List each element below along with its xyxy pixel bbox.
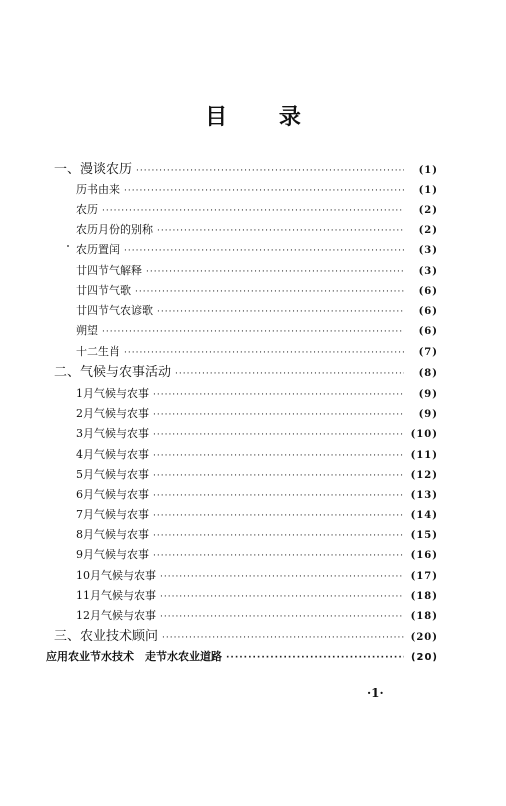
toc-entry-page: (14) <box>410 510 438 521</box>
toc-entry-page: (3) <box>418 245 438 256</box>
toc-entry-page: (1) <box>418 165 438 176</box>
dot-leader <box>175 366 404 382</box>
toc-entry <box>76 242 438 259</box>
dot-leader <box>153 488 404 504</box>
toc-entry-page: (18) <box>410 611 438 622</box>
toc-entry-label: 11月气候与农事 <box>76 589 156 602</box>
toc-entry-label: 10月气候与农事 <box>76 569 156 582</box>
toc-entry-page: (7) <box>418 347 438 358</box>
toc-entry-page: (11) <box>410 450 438 461</box>
dot-leader <box>102 203 404 219</box>
toc-entry <box>46 649 438 666</box>
toc-entry <box>76 406 438 423</box>
toc-entry <box>76 608 438 625</box>
dot-leader <box>160 589 404 605</box>
dot-leader <box>102 324 404 340</box>
toc-entry-page: (1) <box>418 185 438 196</box>
toc-entry-label: 廿四节气歌 <box>76 284 131 297</box>
toc-entry-label: 应用农业节水技术 走节水农业道路 <box>46 650 222 663</box>
toc-entry <box>54 629 438 646</box>
toc-entry-label: 廿四节气农谚歌 <box>76 304 153 317</box>
dot-leader <box>153 387 404 403</box>
toc-entry <box>76 568 438 585</box>
toc-entry-page: (9) <box>418 389 438 400</box>
dot-leader <box>153 448 404 464</box>
toc-entry-label: 二、气候与农事活动 <box>54 365 172 380</box>
dot-leader <box>124 243 404 259</box>
toc-entry-page: (6) <box>418 286 438 297</box>
dot-leader <box>160 569 404 585</box>
toc-entry <box>76 426 438 443</box>
toc-entry <box>76 487 438 504</box>
toc-entry-label: 朔望 <box>76 324 98 337</box>
toc-entry <box>76 222 438 239</box>
page-title: 目 录 <box>205 105 323 130</box>
toc-entry-label: 1月气候与农事 <box>76 387 149 400</box>
toc-entry <box>76 588 438 605</box>
toc-entry <box>76 263 438 280</box>
toc-entry-page: (2) <box>418 225 438 236</box>
toc-entry-label: 农历月份的别称 <box>76 223 153 236</box>
toc-entry <box>76 527 438 544</box>
dot-leader <box>153 548 404 564</box>
toc-entry-label: 十二生肖 <box>76 345 120 358</box>
toc-entry <box>76 303 438 320</box>
toc-entry <box>76 507 438 524</box>
toc-entry-page: (3) <box>418 266 438 277</box>
toc-entry-page: (9) <box>418 409 438 420</box>
toc-entry <box>76 323 438 340</box>
toc-entry-page: (18) <box>410 591 438 602</box>
toc-entry-label: 2月气候与农事 <box>76 407 149 420</box>
toc-entry <box>76 344 438 361</box>
toc-entry <box>54 162 438 179</box>
toc-entry-label: 三、农业技术顾问 <box>54 629 159 644</box>
dot-leader <box>153 528 404 544</box>
dot-leader <box>124 183 404 199</box>
toc-entry-page: (17) <box>410 571 438 582</box>
toc-entry-label: 历书由来 <box>76 183 120 196</box>
dot-leader <box>153 427 404 443</box>
scan-speck <box>67 245 69 247</box>
toc-entry-label: 5月气候与农事 <box>76 468 149 481</box>
dot-leader <box>157 304 404 320</box>
toc-entry-label: 3月气候与农事 <box>76 427 149 440</box>
toc-entry-page: (8) <box>418 368 438 379</box>
toc-entry-label: 9月气候与农事 <box>76 548 149 561</box>
toc-entry-label: 8月气候与农事 <box>76 528 149 541</box>
toc-entry <box>76 447 438 464</box>
toc-entry <box>76 182 438 199</box>
toc-entry <box>76 202 438 219</box>
toc-entry-page: (2) <box>418 205 438 216</box>
toc-entry-label: 一、漫谈农历 <box>54 162 133 177</box>
toc-entry-label: 农历 <box>76 203 98 216</box>
toc-entry <box>76 386 438 403</box>
dot-leader <box>136 163 404 179</box>
toc-entry-label: 6月气候与农事 <box>76 488 149 501</box>
toc-entry-label: 12月气候与农事 <box>76 609 156 622</box>
toc-entry-label: 农历置闰 <box>76 243 120 256</box>
dot-leader <box>146 264 404 280</box>
toc-entry-page: (20) <box>410 652 438 663</box>
toc-entry <box>76 283 438 300</box>
toc-entry-page: (6) <box>418 306 438 317</box>
dot-leader <box>135 284 404 300</box>
footer-page-number: ·1· <box>367 686 384 700</box>
toc-entry-page: (15) <box>410 530 438 541</box>
toc-entry <box>54 365 438 382</box>
toc-entry-label: 4月气候与农事 <box>76 448 149 461</box>
toc-entry-page: (20) <box>410 632 438 643</box>
toc-entry-page: (13) <box>410 490 438 501</box>
dot-leader <box>153 407 404 423</box>
toc-entry-page: (10) <box>410 429 438 440</box>
toc-entry <box>76 467 438 484</box>
toc-entry-page: (12) <box>410 470 438 481</box>
toc-entry-label: 廿四节气解释 <box>76 264 142 277</box>
dot-leader <box>153 508 404 524</box>
dot-leader <box>157 223 404 239</box>
dot-leader <box>160 609 404 625</box>
toc-entry-page: (16) <box>410 550 438 561</box>
dot-leader <box>124 345 404 361</box>
toc-entry-label: 7月气候与农事 <box>76 508 149 521</box>
dot-leader <box>153 468 404 484</box>
toc-entry <box>76 547 438 564</box>
dot-leader <box>226 650 404 666</box>
dot-leader <box>162 630 404 646</box>
toc-entry-page: (6) <box>418 326 438 337</box>
